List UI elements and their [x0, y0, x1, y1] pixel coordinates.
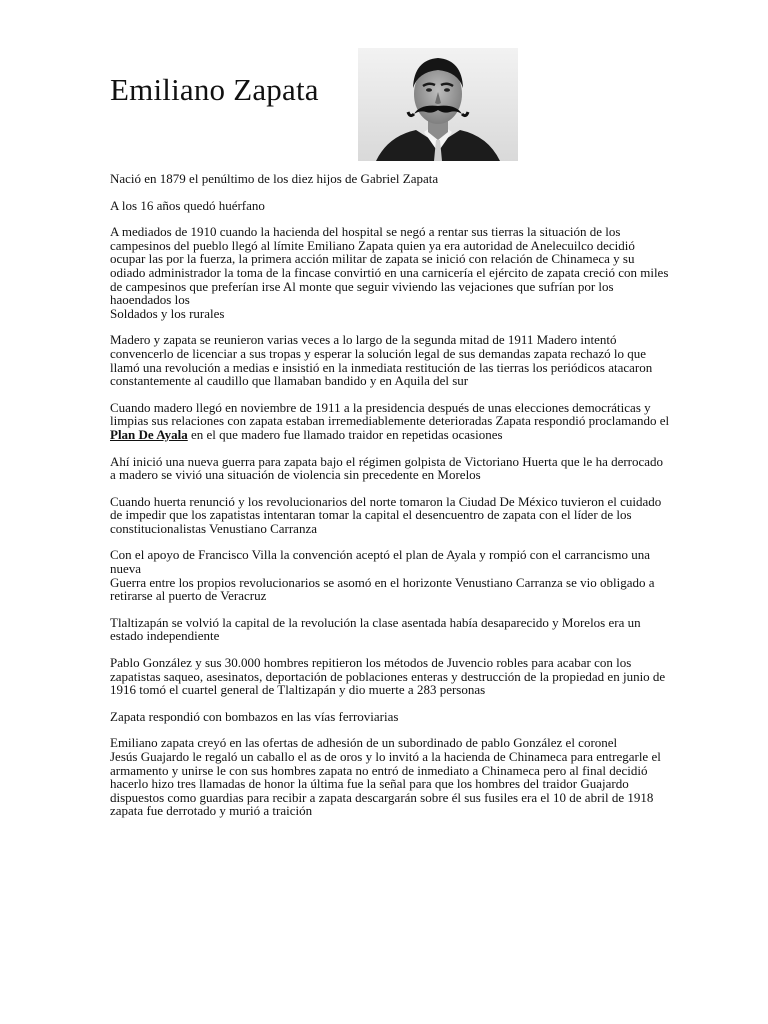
paragraph-bombazos: Zapata respondió con bombazos en las vías ferroviarias: [110, 708, 399, 724]
paragraph-plan-de-ayala: [110, 401, 670, 442]
paragraph-huerta: Ahí inició una nueva guerra para zapata bajo el régimen golpista de Victoriano Huerta que le ha derrocado a madero se vivió una situación de violencia sin precedente en Morelos: [110, 453, 664, 483]
paragraph-soldados: Soldados y los rurales: [110, 305, 225, 321]
portrait-photo: [358, 48, 518, 161]
paragraph-plan-text-after: en el que madero fue llamado traidor en repetidas ocasiones: [187, 426, 503, 442]
paragraph-guajardo: Jesús Guajardo le regaló un caballo el as de oros y lo invitó a la hacienda de Chinameca para entregarle el armamento y unirse le con sus hombres zapata no entró de inmediato a Chinameca pero al final decidió hacerlo hizo tres llamadas de honor la última fue la señal para que los hombres del traidor Guajardo dispuestos como guardias para recibir a zapata descargarán sobre él sus fusiles era el 10 de abril de 1918 zapata fue derrotado y murió a traición: [110, 749, 661, 819]
paragraph-hacienda: A mediados de 1910 cuando la hacienda del hospital se negó a rentar sus tierras la situación de los campesinos del pueblo llegó al límite Emiliano Zapata quien ya era autoridad de Anelecuilco decidió ocupar las por la fuerza, la primera acción militar de zapata se inició con relación de Chinameca y su odiado administrador la toma de la fincase convirtió en una carnicería el ejército de zapata creció con miles de campesinos que preferían irse Al monte que seguir viviendo las vejaciones que sufrían por los haoendados los: [110, 224, 669, 308]
paragraph-orphan: A los 16 años quedó huérfano: [110, 197, 265, 213]
paragraph-ciudad-de-mexico: Cuando huerta renunció y los revolucionarios del norte tomaron la Ciudad De México tuvieron el cuidado de impedir que los zapatistas intentaran tomar la capital el desencuentro de zapata con el líder de los constitucionalistas Venustiano Carranza: [110, 493, 662, 536]
paragraph-madero: Madero y zapata se reunieron varias veces a lo largo de la segunda mitad de 1911 Madero intentó convencerlo de licenciar a sus tropas y esperar la solución legal de sus demandas zapata rechazó lo que llamó una revolución a medias e insistió en la inmediata restitución de las tierras los periódicos atacaron constantemente al caudillo que llamaban bandido y en Aquila del sur: [110, 332, 653, 389]
paragraph-plan-text-before: Cuando madero llegó en noviembre de 1911 a la presidencia después de unas elecciones democráticas y limpias sus relaciones con zapata estaban irremediablemente deterioradas Zapata respondió proclamando el: [110, 399, 670, 429]
paragraph-veracruz: Guerra entre los propios revolucionarios se asomó en el horizonte Venustiano Carranza se vio obligado a retirarse al puerto de Veracruz: [110, 574, 655, 604]
paragraph-pablo-gonzalez: Pablo González y sus 30.000 hombres repitieron los métodos de Juvencio robles para acabar con los zapatistas saqueo, asesinatos, deportación de poblaciones enteras y destrucción de la propiedad en junio de 1916 tomó el cuartel general de Tlaltizapán y dio muerte a 283 personas: [110, 655, 666, 698]
document-title: Emiliano Zapata: [110, 72, 319, 107]
paragraph-birth: Nació en 1879 el penúltimo de los diez hijos de Gabriel Zapata: [110, 171, 439, 186]
paragraph-coronel: Emiliano zapata creyó en las ofertas de adhesión de un subordinado de pablo González el coronel: [110, 735, 618, 751]
paragraph-villa: Con el apoyo de Francisco Villa la convención aceptó el plan de Ayala y rompió con el carrancismo una nueva: [110, 547, 650, 577]
plan-de-ayala-link[interactable]: Plan De Ayala: [110, 426, 188, 442]
paragraph-tlaltizapan: Tlaltizapán se volvió la capital de la revolución la clase asentada había desaparecido y Morelos era un estado independiente: [110, 614, 641, 644]
document-body: [110, 172, 670, 831]
